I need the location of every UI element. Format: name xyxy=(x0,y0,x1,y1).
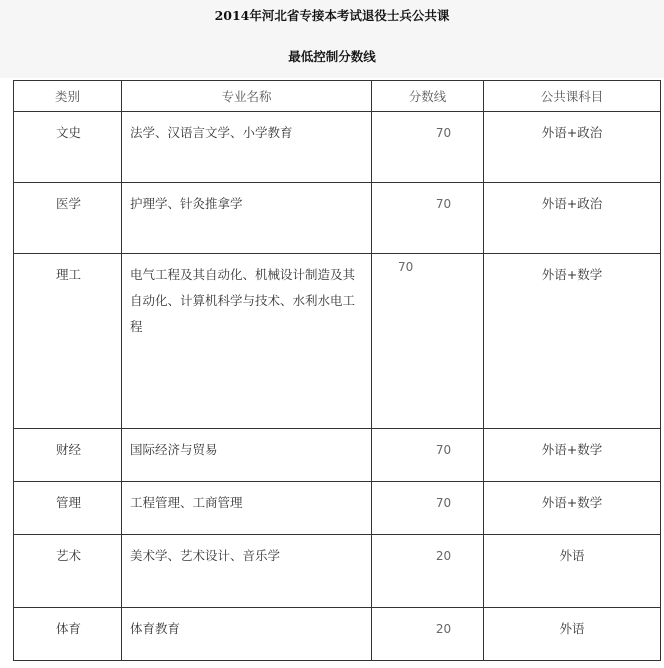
row-major: 法学、汉语言文学、小学教育 xyxy=(130,125,293,140)
row-score: 20 xyxy=(435,622,452,636)
row-score: 70 xyxy=(435,197,452,211)
row-major: 工程管理、工商管理 xyxy=(130,495,243,510)
row-category: 艺术 xyxy=(56,548,82,563)
header-major: 专业名称 xyxy=(122,81,372,112)
row-category: 文史 xyxy=(56,125,82,140)
row-score: 70 xyxy=(398,260,414,274)
table-header-row xyxy=(14,81,661,112)
header-score: 分数线 xyxy=(372,81,484,112)
row-subjects: 外语+数学 xyxy=(541,442,603,457)
row-score: 20 xyxy=(435,549,452,563)
row-subjects: 外语 xyxy=(559,621,585,636)
row-major: 美术学、艺术设计、音乐学 xyxy=(130,548,281,563)
row-subjects: 外语 xyxy=(559,548,585,563)
header-subjects: 公共课科目 xyxy=(484,81,661,112)
row-score: 70 xyxy=(435,126,452,140)
table-row xyxy=(14,112,661,183)
row-subjects: 外语+政治 xyxy=(541,125,603,140)
page-header xyxy=(0,0,664,78)
table-row xyxy=(14,429,661,482)
row-major: 护理学、针灸推拿学 xyxy=(130,196,243,211)
row-category: 医学 xyxy=(56,196,82,211)
table-row xyxy=(14,482,661,535)
row-subjects: 外语+数学 xyxy=(541,495,603,510)
page-subtitle: 最低控制分数线 xyxy=(288,49,376,64)
row-score: 70 xyxy=(435,496,452,510)
header-category: 类别 xyxy=(14,81,122,112)
page-title: 2014年河北省专接本考试退役士兵公共课 xyxy=(214,8,450,23)
table-row xyxy=(14,254,661,429)
row-major: 国际经济与贸易 xyxy=(130,442,218,457)
row-category: 财经 xyxy=(56,442,82,457)
row-category: 管理 xyxy=(56,495,82,510)
row-score: 70 xyxy=(435,443,452,457)
table-row xyxy=(14,535,661,608)
row-major: 电气工程及其自动化、机械设计制造及其自动化、计算机科学与技术、水利水电工程 xyxy=(130,267,356,334)
row-major: 体育教育 xyxy=(130,621,181,636)
score-table xyxy=(13,80,661,661)
row-subjects: 外语+数学 xyxy=(541,267,603,282)
table-row xyxy=(14,183,661,254)
row-category: 理工 xyxy=(56,267,82,282)
row-subjects: 外语+政治 xyxy=(541,196,603,211)
row-category: 体育 xyxy=(56,621,82,636)
table-row xyxy=(14,608,661,661)
